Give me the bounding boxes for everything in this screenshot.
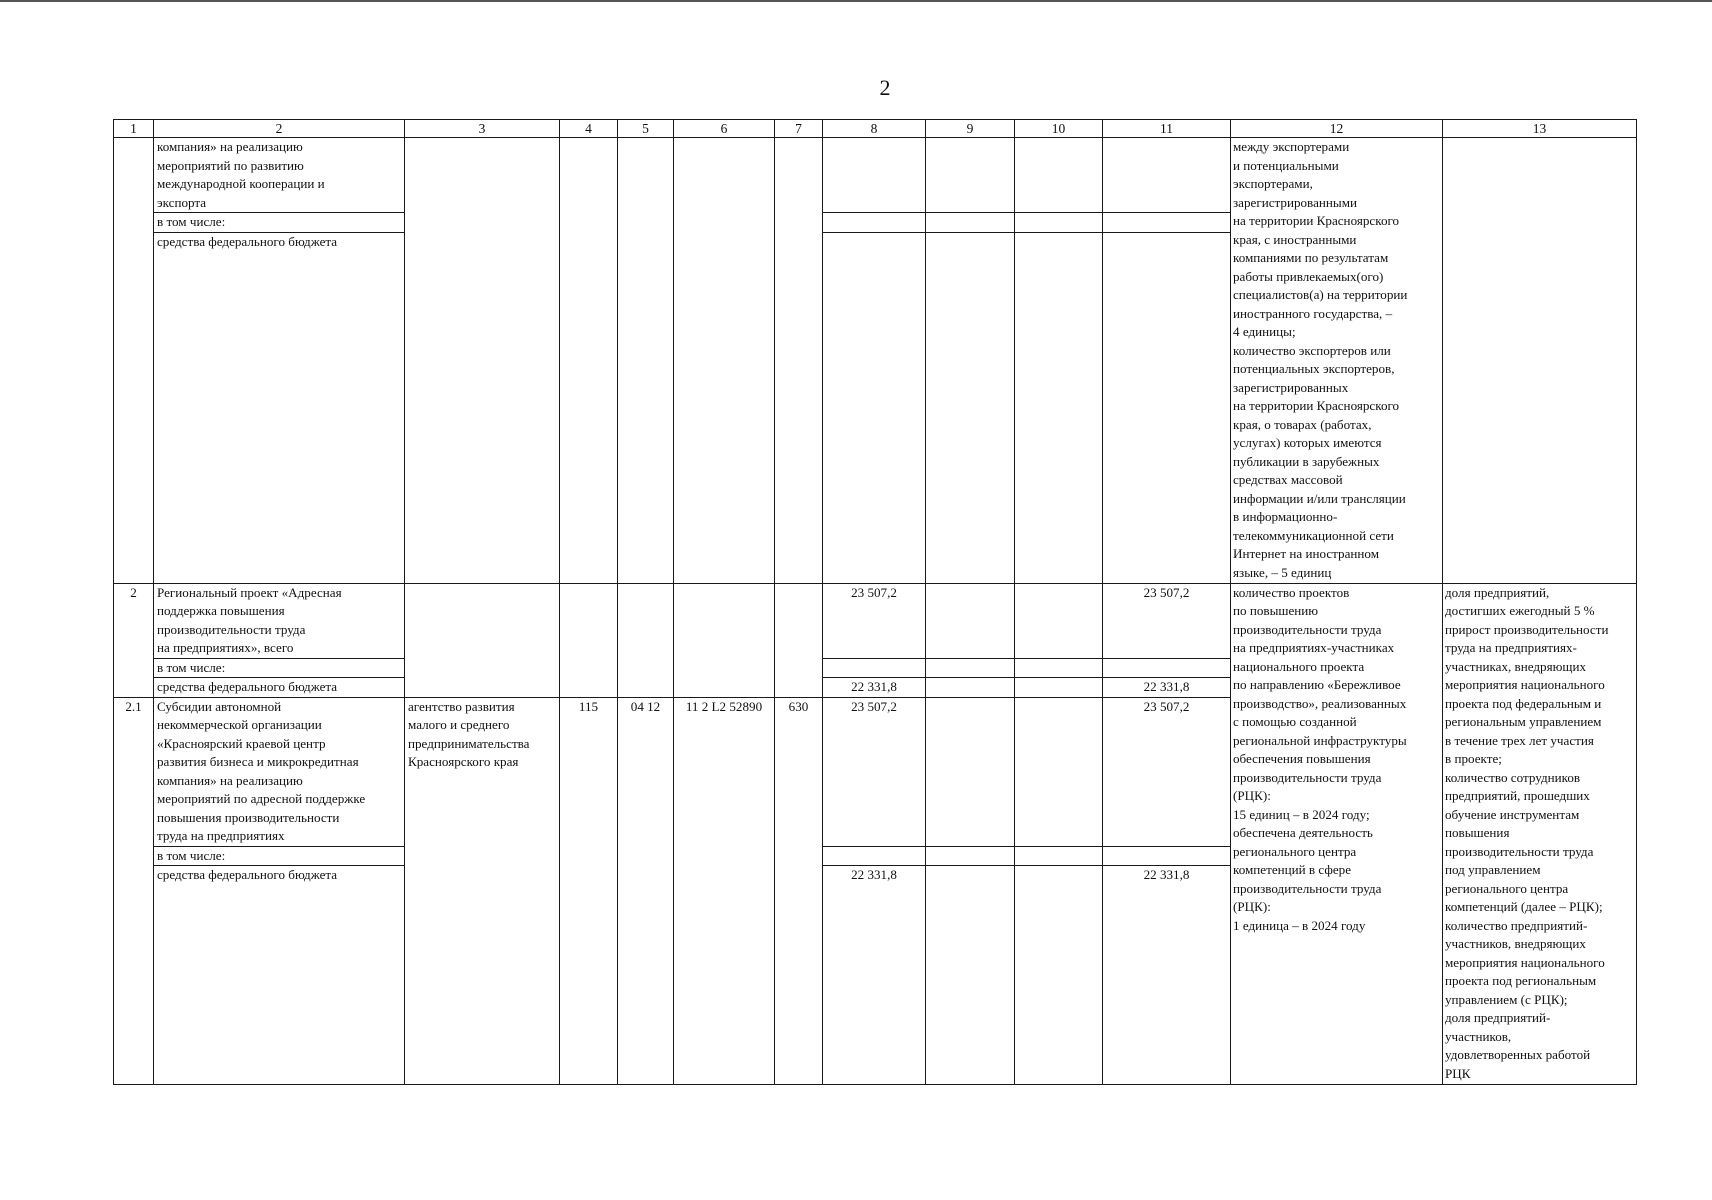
code-cell xyxy=(618,138,674,584)
amount-cell xyxy=(1015,232,1103,583)
federal-budget-label: средства федерального бюджета xyxy=(154,232,405,583)
budget-table xyxy=(113,119,1637,1085)
code-cell xyxy=(775,138,823,584)
amount-2024-cell: 23 507,2 xyxy=(823,583,926,658)
amount-cell xyxy=(1103,232,1231,583)
incl-label: в том числе: xyxy=(154,213,405,233)
amount-cell xyxy=(1103,658,1231,678)
amount-cell xyxy=(926,866,1015,1085)
amount-cell xyxy=(1103,846,1231,866)
amount-2024-cell: 23 507,2 xyxy=(823,697,926,846)
scan-top-edge xyxy=(0,0,1712,2)
table-row xyxy=(114,138,1637,213)
code-cell xyxy=(618,583,674,697)
amount-cell xyxy=(926,846,1015,866)
header-cell: 5 xyxy=(618,120,674,138)
amount-cell xyxy=(1015,678,1103,698)
code-cell xyxy=(775,583,823,697)
row-number-cell: 2.1 xyxy=(114,697,154,1085)
header-cell: 12 xyxy=(1231,120,1443,138)
header-cell: 3 xyxy=(405,120,560,138)
header-cell: 4 xyxy=(560,120,618,138)
amount-cell xyxy=(823,138,926,213)
amount-cell xyxy=(926,583,1015,658)
federal-budget-label: средства федерального бюджета xyxy=(154,678,405,698)
federal-budget-label: средства федерального бюджета xyxy=(154,866,405,1085)
amount-2024-cell: 22 331,8 xyxy=(823,678,926,698)
header-cell: 6 xyxy=(674,120,775,138)
header-cell: 11 xyxy=(1103,120,1231,138)
amount-cell xyxy=(926,678,1015,698)
amount-cell xyxy=(1015,138,1103,213)
amount-cell xyxy=(1015,846,1103,866)
code-cell xyxy=(560,138,618,584)
amount-cell xyxy=(823,658,926,678)
table-row xyxy=(114,583,1637,658)
amount-cell xyxy=(1015,583,1103,658)
amount-cell xyxy=(926,658,1015,678)
header-cell: 9 xyxy=(926,120,1015,138)
header-cell: 13 xyxy=(1443,120,1637,138)
row-number-cell xyxy=(114,138,154,584)
code-cell xyxy=(674,138,775,584)
amount-total-cell: 23 507,2 xyxy=(1103,697,1231,846)
amount-cell xyxy=(823,232,926,583)
item-name-cell: Региональный проект «Адресная поддержка повышения производительности труда на предприятиях», всего xyxy=(154,583,405,658)
responsible-cell: агентство развития малого и среднего предпринимательства Красноярского края xyxy=(405,697,560,1085)
header-cell: 10 xyxy=(1015,120,1103,138)
responsible-cell xyxy=(405,138,560,584)
header-cell: 7 xyxy=(775,120,823,138)
header-cell: 2 xyxy=(154,120,405,138)
amount-cell xyxy=(1015,213,1103,233)
target-indicator-cell xyxy=(1443,138,1637,584)
incl-label: в том числе: xyxy=(154,846,405,866)
incl-label: в том числе: xyxy=(154,658,405,678)
amount-cell xyxy=(823,213,926,233)
amount-cell xyxy=(823,846,926,866)
row-number-cell: 2 xyxy=(114,583,154,697)
header-cell: 1 xyxy=(114,120,154,138)
section-code-cell: 04 12 xyxy=(618,697,674,1085)
amount-cell xyxy=(1015,658,1103,678)
item-name-cell: Субсидии автономной некоммерческой организации «Красноярский краевой центр развития бизнеса и микрокредитная компания» на реализацию мероприятий по адресной поддержке повышения производительности труда на предприятиях xyxy=(154,697,405,846)
amount-total-cell: 22 331,8 xyxy=(1103,678,1231,698)
amount-cell xyxy=(926,232,1015,583)
grbs-code-cell: 115 xyxy=(560,697,618,1085)
amount-cell xyxy=(926,697,1015,846)
code-cell xyxy=(674,583,775,697)
item-name-cell: компания» на реализацию мероприятий по развитию международной кооперации и экспорта xyxy=(154,138,405,213)
amount-cell xyxy=(1015,866,1103,1085)
amount-total-cell: 23 507,2 xyxy=(1103,583,1231,658)
amount-cell xyxy=(926,138,1015,213)
expense-type-code-cell: 630 xyxy=(775,697,823,1085)
expected-result-cell: количество проектов по повышению производительности труда на предприятиях-участниках национального проекта по направлению «Бережливое производство», реализованных с помощью созданной региональной инфраструктуры обеспечения повышения производительности труда (РЦК): 15 единиц – в 2024 году; обеспечена деятельность регионального центра компетенций в сфере производительности труда (РЦК): 1 единица – в 2024 году xyxy=(1231,583,1443,1085)
target-article-code-cell: 11 2 L2 52890 xyxy=(674,697,775,1085)
amount-total-cell: 22 331,8 xyxy=(1103,866,1231,1085)
page-number: 2 xyxy=(879,75,891,100)
amount-cell xyxy=(926,213,1015,233)
responsible-cell xyxy=(405,583,560,697)
header-cell: 8 xyxy=(823,120,926,138)
column-numbers-row xyxy=(114,120,1637,138)
amount-cell xyxy=(1015,697,1103,846)
amount-2024-cell: 22 331,8 xyxy=(823,866,926,1085)
amount-cell xyxy=(1103,213,1231,233)
expected-result-cell: между экспортерами и потенциальными экспортерами, зарегистрированными на территории Красноярского края, с иностранными компаниями по результатам работы привлекаемых(ого) специалистов(а) на территории иностранного государства, – 4 единицы; количество экспортеров или потенциальных экспортеров, зарегистрированных на территории Красноярского края, о товарах (работах, услугах) которых имеются публикации в зарубежных средствах массовой информации и/или трансляции в информационно- телекоммуникационной сети Интернет на иностранном языке, – 5 единиц xyxy=(1231,138,1443,584)
amount-cell xyxy=(1103,138,1231,213)
code-cell xyxy=(560,583,618,697)
target-indicator-cell: доля предприятий, достигших ежегодный 5 % прирост производительности труда на предприятиях- участниках, внедряющих мероприятия национального проекта под федеральным и региональным управлением в течение трех лет участия в проекте; количество сотрудников предприятий, прошедших обучение инструментам повышения производительности труда под управлением регионального центра компетенций (далее – РЦК); количество предприятий- участников, внедряющих мероприятия национального проекта под региональным управлением (с РЦК); доля предприятий- участников, удовлетворенных работой РЦК xyxy=(1443,583,1637,1085)
